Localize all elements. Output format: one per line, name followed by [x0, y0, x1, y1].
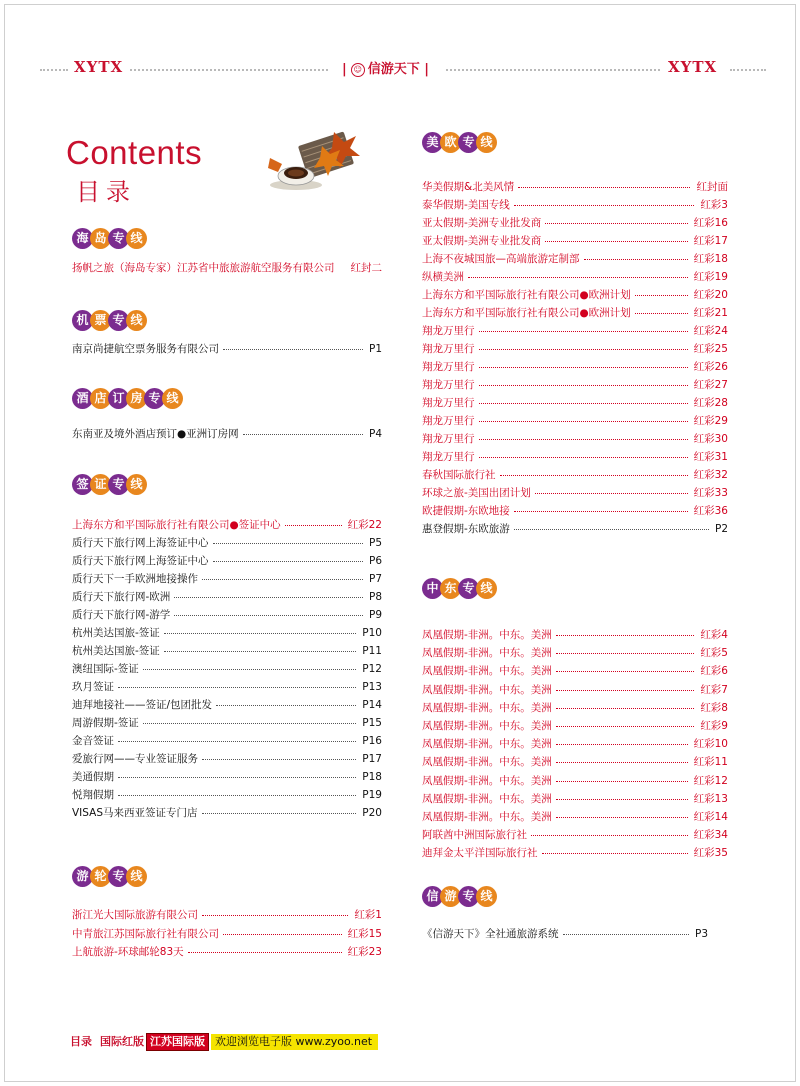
toc-entry-page: P18	[362, 771, 382, 783]
toc-leader	[514, 529, 709, 530]
section-header-char: 线	[162, 388, 183, 409]
toc-leader	[635, 313, 688, 314]
toc-entry[interactable]	[72, 588, 382, 606]
toc-entry[interactable]	[422, 844, 728, 862]
toc-entry-page: 红彩20	[693, 289, 728, 301]
toc-entry-title: 阿联酋中洲国际旅行社	[422, 829, 527, 842]
header-brand-text: 信游天下	[367, 62, 420, 77]
toc-entry-title: 中青旅江苏国际旅行社有限公司	[72, 927, 219, 940]
section-header-char: 专	[108, 228, 129, 249]
section-header-char: 美	[422, 132, 443, 153]
toc-entry-title: 凤凰假期-非洲。中东。美洲	[422, 683, 552, 696]
toc-entry[interactable]	[72, 804, 382, 822]
toc-entry[interactable]	[422, 304, 728, 322]
toc-leader	[556, 817, 688, 818]
toc-entry-page: 红彩31	[693, 451, 728, 463]
toc-leader	[556, 690, 694, 691]
section-header-char: 专	[144, 388, 165, 409]
section-header-char: 订	[108, 388, 129, 409]
toc-entry-page: P12	[362, 663, 382, 675]
header-dots-right-mid	[446, 69, 660, 71]
toc-leader	[556, 781, 688, 782]
toc-entry[interactable]	[72, 768, 382, 786]
toc-leader	[202, 813, 356, 814]
section-header-char: 店	[90, 388, 111, 409]
toc-entry-title: 迪拜金太平洋国际旅行社	[422, 847, 538, 860]
toc-entry[interactable]	[422, 394, 728, 412]
toc-entry-page: 红彩1	[354, 909, 382, 921]
toc-leader	[118, 741, 356, 742]
toc-leader	[556, 653, 694, 654]
toc-entry-title: 凤凰假期-非洲。中东。美洲	[422, 756, 552, 769]
toc-leader	[223, 934, 342, 935]
toc-entry-title: 澳纽国际-签证	[72, 663, 139, 675]
section-header-char: 信	[422, 886, 443, 907]
toc-leader	[518, 187, 690, 188]
toc-entry-title: 东南亚及境外酒店预订●亚洲订房网	[72, 428, 239, 440]
toc-entry[interactable]	[72, 660, 382, 678]
section-header-char: 房	[126, 388, 147, 409]
toc-entry-title: 纵横美洲	[422, 271, 464, 283]
header-logo-left: XYTX	[74, 58, 124, 76]
toc-entry-title: 凤凰假期-非洲。中东。美洲	[422, 774, 552, 787]
toc-entry-page: P16	[362, 735, 382, 747]
toc-entry-page: P11	[362, 645, 382, 657]
toc-leader	[556, 671, 694, 672]
toc-entry-title: 周游假期-签证	[72, 717, 139, 729]
toc-leader	[174, 597, 363, 598]
toc-entry-page: 红彩28	[693, 397, 728, 409]
toc-entry-page: P5	[368, 537, 382, 549]
toc-entry[interactable]	[72, 906, 382, 924]
toc-entry-page: 红彩29	[693, 415, 728, 427]
toc-entry-title: 金音签证	[72, 735, 114, 747]
toc-entry-title: 《信游天下》全社通旅游系统	[422, 928, 559, 940]
toc-entry-page: 红彩22	[347, 519, 382, 531]
toc-leader	[535, 493, 688, 494]
toc-entry-title: 翔龙万里行	[422, 325, 475, 337]
toc-entry-title: 杭州美达国旅-签证	[72, 627, 160, 639]
toc-entry-page: 红彩21	[693, 307, 728, 319]
toc-entry-page: P2	[714, 523, 728, 535]
toc-entry-title: 质行天下一手欧洲地接操作	[72, 573, 198, 585]
toc-entry-title: 上海不夜城国旅—高端旅游定制部	[422, 253, 580, 265]
toc-entry-page: 红彩34	[693, 829, 728, 842]
footer-edition: 国际红版	[100, 1035, 144, 1048]
toc-leader	[556, 762, 688, 763]
contents-title-chinese: 目录	[76, 178, 136, 206]
toc-entry-page: 红彩7	[700, 683, 728, 696]
toc-entry[interactable]	[72, 786, 382, 804]
toc-entry[interactable]	[72, 943, 382, 961]
toc-entry[interactable]	[422, 196, 728, 214]
toc-entry-title: 惠登假期-东欧旅游	[422, 523, 510, 535]
toc-leader	[479, 349, 688, 350]
toc-leader	[531, 835, 688, 836]
section-header-char: 专	[108, 866, 129, 887]
toc-entry-page: 红彩36	[693, 505, 728, 517]
toc-entry-page: P8	[368, 591, 382, 603]
toc-leader	[118, 795, 356, 796]
toc-leader	[285, 525, 342, 526]
toc-leader	[213, 561, 363, 562]
toc-entry-page: P9	[368, 609, 382, 621]
toc-entry-page: 红彩27	[693, 379, 728, 391]
toc-entry-title: 上海东方和平国际旅行社有限公司●欧洲计划	[422, 289, 631, 301]
toc-entry-page: 红彩13	[693, 792, 728, 805]
section-header-char: 东	[440, 578, 461, 599]
section-header-char: 游	[72, 866, 93, 887]
toc-entry-page: P14	[362, 699, 382, 711]
section-header-char: 机	[72, 310, 93, 331]
toc-entry-title: 凤凰假期-非洲。中东。美洲	[422, 738, 552, 751]
toc-entry-page: 红彩12	[693, 774, 728, 787]
toc-entry-title: 杭州美达国旅-签证	[72, 645, 160, 657]
toc-entry-title: 翔龙万里行	[422, 343, 475, 355]
toc-entry[interactable]	[422, 681, 728, 699]
toc-entry[interactable]	[422, 430, 728, 448]
toc-leader	[545, 223, 688, 224]
toc-leader	[556, 726, 694, 727]
toc-leader	[143, 723, 356, 724]
toc-leader	[174, 615, 363, 616]
toc-entry-title: 凤凰假期-非洲。中东。美洲	[422, 629, 552, 641]
toc-entry[interactable]	[422, 644, 728, 662]
toc-entry-title: 凤凰假期-非洲。中东。美洲	[422, 720, 552, 732]
toc-entry-title: 上海东方和平国际旅行社有限公司●欧洲计划	[422, 307, 631, 319]
section-header-jiudian	[72, 388, 180, 416]
section-header-char: 线	[126, 866, 147, 887]
section-header-youlun	[72, 866, 144, 894]
toc-entry-page: 红彩14	[693, 811, 728, 823]
toc-leader	[468, 277, 688, 278]
toc-entry[interactable]	[422, 790, 728, 808]
toc-entry-page: P6	[368, 555, 382, 567]
toc-entry-title: 美通假期	[72, 771, 114, 783]
toc-entry[interactable]	[422, 268, 728, 286]
toc-entry-title: 凤凰假期-非洲。中东。美洲	[422, 647, 552, 660]
toc-entry[interactable]	[72, 642, 382, 660]
contents-title: Contents	[66, 134, 203, 171]
toc-entry[interactable]	[72, 552, 382, 570]
toc-entry-title: 泰华假期-美国专线	[422, 199, 510, 211]
section-header-char: 线	[476, 132, 497, 153]
toc-leader	[635, 295, 688, 296]
section-header-char: 票	[90, 310, 111, 331]
toc-leader	[143, 669, 356, 670]
toc-entry-title: 质行天下旅行网上海签证中心	[72, 537, 209, 549]
toc-leader	[213, 543, 363, 544]
footer-label: 目录	[70, 1035, 92, 1048]
toc-leader	[223, 349, 363, 350]
toc-entry[interactable]	[422, 484, 728, 502]
header-dots-right	[730, 69, 766, 71]
toc-entry-page: P4	[368, 428, 382, 440]
toc-leader	[202, 759, 356, 760]
section-header-char: 专	[108, 474, 129, 495]
toc-entry-title: 质行天下旅行网-欧洲	[72, 591, 171, 603]
section-header-char: 专	[458, 132, 479, 153]
toc-leader	[479, 331, 688, 332]
toc-leader	[164, 633, 356, 634]
toc-entry-title: 欧捷假期-东欧地接	[422, 505, 510, 517]
toc-entry[interactable]	[422, 626, 728, 644]
toc-entry[interactable]	[72, 570, 382, 588]
toc-entry[interactable]	[72, 340, 382, 358]
header-dots-left	[40, 69, 68, 71]
toc-entry-page: P20	[362, 807, 382, 819]
toc-entry[interactable]	[422, 699, 728, 717]
toc-leader	[243, 434, 363, 435]
toc-entry-page: 红封面	[696, 181, 728, 193]
toc-entry[interactable]	[422, 448, 728, 466]
toc-entry-title: 悦翔假期	[72, 789, 114, 801]
header-brand: | ☺ 信游天下 |	[342, 62, 430, 77]
toc-entry-page: 红封二	[350, 262, 382, 274]
toc-entry-page: P19	[362, 789, 382, 801]
toc-entry-page: 红彩30	[693, 433, 728, 445]
toc-leader	[202, 915, 348, 916]
toc-entry-title: 凤凰假期-非洲。中东。美洲	[422, 792, 552, 805]
toc-entry-page: 红彩26	[693, 361, 728, 373]
toc-leader	[542, 853, 688, 854]
toc-leader	[118, 687, 356, 688]
header-dots-left-mid	[130, 69, 328, 71]
toc-leader	[479, 457, 688, 458]
toc-entry[interactable]	[72, 606, 382, 624]
toc-entry-page: 红彩15	[347, 927, 382, 940]
section-header-char: 酒	[72, 388, 93, 409]
page-footer	[70, 1033, 378, 1049]
section-header-xinyou	[422, 886, 494, 914]
section-header-haidao	[72, 228, 144, 256]
toc-entry-page: 红彩18	[693, 253, 728, 265]
toc-entry-page: 红彩19	[693, 271, 728, 283]
toc-entry[interactable]	[72, 750, 382, 768]
toc-entry-title: 玖月签证	[72, 681, 114, 693]
toc-entry-page: 红彩16	[693, 217, 728, 229]
toc-entry[interactable]	[422, 322, 728, 340]
smiley-icon: ☺	[351, 63, 365, 77]
footer-region-badge: 江苏国际版	[146, 1033, 209, 1051]
section-header-char: 线	[126, 310, 147, 331]
toc-entry-page: P15	[362, 717, 382, 729]
toc-leader	[479, 439, 688, 440]
toc-entry[interactable]	[72, 624, 382, 642]
toc-entry-title: 翔龙万里行	[422, 397, 475, 409]
section-header-char: 游	[440, 886, 461, 907]
toc-entry-title: 扬帆之旅（海岛专家）江苏省中旅旅游航空服务有限公司	[72, 262, 335, 274]
toc-entry-title: 翔龙万里行	[422, 361, 475, 373]
toc-leader	[118, 777, 356, 778]
toc-entry[interactable]	[72, 534, 382, 552]
footer-promo-link[interactable]: 欢迎浏览电子版 www.zyoo.net	[211, 1034, 378, 1050]
toc-entry-page: 红彩3	[700, 199, 728, 211]
toc-entry-page: 红彩9	[700, 720, 728, 732]
toc-entry[interactable]	[422, 925, 708, 943]
toc-entry-page: P3	[694, 928, 708, 940]
toc-entry-title: 凤凰假期-非洲。中东。美洲	[422, 811, 552, 823]
toc-entry-page: 红彩6	[700, 665, 728, 678]
toc-entry[interactable]	[72, 425, 382, 443]
toc-entry-title: 翔龙万里行	[422, 379, 475, 391]
toc-entry-title: 翔龙万里行	[422, 415, 475, 427]
toc-leader	[164, 651, 356, 652]
toc-entry[interactable]	[422, 286, 728, 304]
section-header-qianzheng	[72, 474, 144, 502]
toc-entry-page: P13	[362, 681, 382, 693]
toc-leader	[479, 421, 688, 422]
toc-entry-title: 凤凰假期-非洲。中东。美洲	[422, 665, 552, 678]
toc-leader	[216, 705, 356, 706]
toc-entry[interactable]	[422, 340, 728, 358]
toc-entry[interactable]	[422, 412, 728, 430]
toc-entry-title: 亚太假期-美洲专业批发商	[422, 235, 542, 247]
toc-entry-title: 上航旅游-环球邮轮83天	[72, 946, 184, 958]
toc-entry-page: P17	[362, 753, 382, 765]
toc-leader	[479, 403, 688, 404]
toc-entry[interactable]	[422, 466, 728, 484]
toc-entry[interactable]	[72, 516, 382, 534]
section-header-char: 线	[476, 578, 497, 599]
toc-entry[interactable]	[72, 732, 382, 750]
toc-entry-title: 翔龙万里行	[422, 433, 475, 445]
section-header-char: 专	[108, 310, 129, 331]
section-header-char: 岛	[90, 228, 111, 249]
toc-entry[interactable]	[422, 358, 728, 376]
toc-entry-title: 迪拜地接社——签证/包团批发	[72, 699, 213, 711]
toc-entry-page: P10	[362, 627, 382, 639]
toc-entry-title: 环球之旅-美国出团计划	[422, 487, 531, 499]
toc-entry-page: 红彩8	[700, 701, 728, 714]
toc-entry-page: P1	[368, 343, 382, 355]
toc-leader	[556, 744, 688, 745]
toc-entry[interactable]	[72, 696, 382, 714]
toc-leader	[514, 205, 694, 206]
toc-entry[interactable]	[422, 772, 728, 790]
toc-leader	[479, 367, 688, 368]
toc-entry-title: VISAS马来西亚签证专门店	[72, 807, 198, 819]
section-header-char: 线	[126, 474, 147, 495]
coffee-leaves-illustration	[264, 128, 364, 198]
toc-entry-page: 红彩5	[700, 647, 728, 660]
section-header-char: 轮	[90, 866, 111, 887]
toc-entry[interactable]	[422, 808, 728, 826]
toc-entry-page: 红彩23	[347, 946, 382, 958]
toc-entry-page: 红彩11	[693, 756, 728, 769]
toc-leader	[188, 952, 342, 953]
section-header-char: 欧	[440, 132, 461, 153]
toc-entry-title: 亚太假期-美洲专业批发商	[422, 217, 542, 229]
toc-entry-page: P7	[368, 573, 382, 585]
toc-entry-title: 华美假期&北美风情	[422, 181, 515, 193]
section-header-char: 专	[458, 886, 479, 907]
page-header	[0, 58, 800, 82]
toc-entry[interactable]	[422, 250, 728, 268]
section-header-char: 专	[458, 578, 479, 599]
toc-entry[interactable]	[72, 925, 382, 943]
section-header-char: 线	[476, 886, 497, 907]
section-header-char: 签	[72, 474, 93, 495]
toc-entry-title: 南京尚捷航空票务服务有限公司	[72, 343, 219, 355]
section-header-char: 线	[126, 228, 147, 249]
header-logo-right: XYTX	[668, 58, 718, 76]
toc-entry[interactable]	[422, 232, 728, 250]
toc-entry-title: 爱旅行网——专业签证服务	[72, 753, 198, 765]
section-header-char: 证	[90, 474, 111, 495]
toc-entry[interactable]	[422, 826, 728, 844]
toc-entry-page: 红彩32	[693, 469, 728, 481]
toc-leader	[563, 934, 689, 935]
toc-entry[interactable]	[72, 259, 382, 277]
toc-entry[interactable]	[422, 662, 728, 680]
section-header-char: 海	[72, 228, 93, 249]
toc-entry[interactable]	[422, 178, 728, 196]
section-header-jipiao	[72, 310, 144, 338]
toc-entry-title: 质行天下旅行网上海签证中心	[72, 555, 209, 567]
toc-entry-page: 红彩25	[693, 343, 728, 355]
toc-entry[interactable]	[422, 520, 728, 538]
toc-entry-title: 质行天下旅行网-游学	[72, 609, 171, 621]
section-header-meiou	[422, 132, 494, 160]
toc-entry-title: 凤凰假期-非洲。中东。美洲	[422, 701, 552, 714]
toc-entry[interactable]	[422, 214, 728, 232]
toc-entry-title: 翔龙万里行	[422, 451, 475, 463]
toc-entry-page: 红彩17	[693, 235, 728, 247]
toc-leader	[514, 511, 688, 512]
toc-entry[interactable]	[422, 753, 728, 771]
toc-leader	[556, 799, 688, 800]
toc-leader	[584, 259, 688, 260]
toc-leader	[479, 385, 688, 386]
toc-entry-title: 春秋国际旅行社	[422, 469, 496, 481]
toc-entry[interactable]	[422, 735, 728, 753]
toc-entry-page: 红彩24	[693, 325, 728, 337]
toc-entry[interactable]	[72, 678, 382, 696]
toc-entry[interactable]	[422, 717, 728, 735]
toc-leader	[545, 241, 688, 242]
toc-entry-title: 上海东方和平国际旅行社有限公司●签证中心	[72, 519, 281, 531]
toc-leader	[202, 579, 363, 580]
toc-leader	[556, 708, 694, 709]
toc-entry-page: 红彩33	[693, 487, 728, 499]
toc-entry-page: 红彩4	[700, 629, 728, 641]
toc-entry[interactable]	[422, 376, 728, 394]
toc-entry-title: 浙江光大国际旅游有限公司	[72, 909, 198, 921]
toc-leader	[500, 475, 688, 476]
toc-leader	[556, 635, 694, 636]
toc-entry[interactable]	[72, 714, 382, 732]
toc-entry-page: 红彩10	[693, 738, 728, 751]
section-header-char: 中	[422, 578, 443, 599]
toc-entry-page: 红彩35	[693, 847, 728, 860]
toc-entry[interactable]	[422, 502, 728, 520]
section-header-zhongdong	[422, 578, 494, 606]
